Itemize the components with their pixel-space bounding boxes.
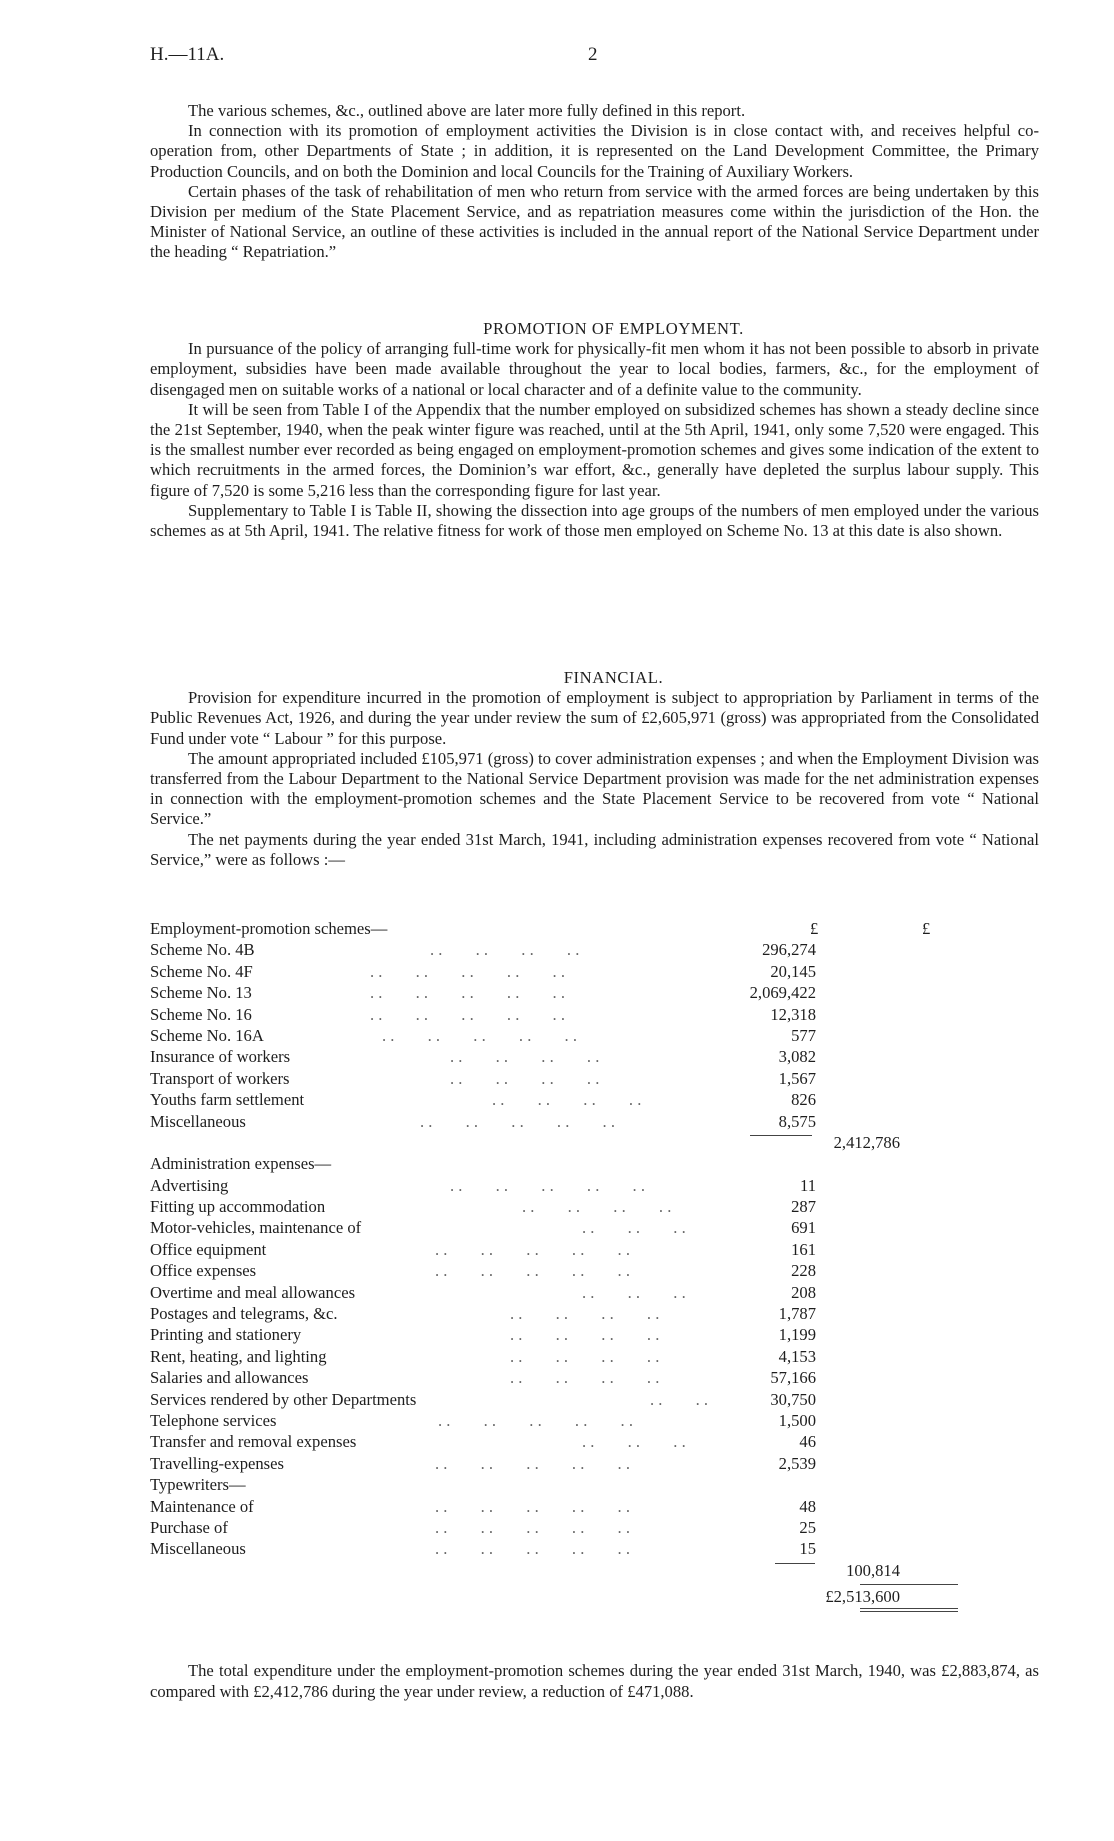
row-amount: 12,318 — [770, 1004, 816, 1024]
total-rule-top — [860, 1584, 958, 1585]
closing-paragraph: The total expenditure under the employment-promotion schemes during the year ended 31st March, 1940, was £2,883,874, as compared with £2,412,786 during the year under review, a reduction of £471,088. — [150, 1661, 1039, 1701]
table-row: Office equipment . . . . . . . . . . 161 — [150, 1239, 816, 1259]
total-rule-bottom — [860, 1608, 958, 1609]
subgroup-label: Typewriters— — [150, 1475, 246, 1495]
subtotal-row — [150, 1560, 1050, 1581]
row-amount: 1,199 — [778, 1325, 816, 1345]
row-amount: 826 — [791, 1090, 816, 1110]
row-label: Overtime and meal allowances — [150, 1282, 356, 1302]
group-label: Employment-promotion schemes— — [150, 919, 388, 938]
expenditure-table — [150, 918, 1050, 1611]
row-amount: 20,145 — [770, 961, 816, 981]
total-rule-double — [860, 1611, 958, 1612]
row-amount: 8,575 — [778, 1111, 816, 1131]
currency-symbol: £ — [922, 919, 931, 938]
table-row: Fitting up accommodation . . . . . . . . 287 — [150, 1197, 816, 1217]
intro-paragraph: The various schemes, &c., outlined above are later more fully defined in this report. — [188, 101, 746, 120]
table-row: Salaries and allowances . . . . . . . . 57,166 — [150, 1368, 816, 1388]
row-amount: 46 — [799, 1432, 816, 1452]
table-row: Telephone services . . . . . . . . . . 1,500 — [150, 1410, 816, 1430]
row-label: Scheme No. 16 — [150, 1004, 252, 1024]
group-label: Administration expenses— — [150, 1154, 332, 1174]
table-row: Purchase of . . . . . . . . . . 25 — [150, 1517, 816, 1537]
row-label: Motor-vehicles, maintenance of — [150, 1218, 362, 1238]
promotion-section — [150, 319, 1039, 541]
table-row: Office expenses . . . . . . . . . . 228 — [150, 1261, 816, 1281]
subtotal-amount: 100,814 — [846, 1560, 900, 1580]
financial-paragraph: The amount appropriated included £105,971 (gross) to cover administration expenses ; and when the Employment Division was transferred from the Labour Department to the National Service Department provision was made for the net administration expenses in connection with the employment-promotion schemes and the State Placement Service to be recovered from vote “ National Service.” — [150, 748, 1039, 829]
table-row: Miscellaneous . . . . . . . . . . 8,575 — [150, 1111, 816, 1131]
row-label: Scheme No. 16A — [150, 1025, 264, 1045]
row-amount: 1,500 — [778, 1410, 816, 1430]
table-row: Scheme No. 4B . . . . . . . . 296,274 — [150, 940, 816, 960]
row-label: Scheme No. 13 — [150, 983, 252, 1003]
row-amount: 15 — [799, 1539, 816, 1559]
subtotal-row — [150, 1132, 1050, 1153]
row-amount: 4,153 — [778, 1346, 816, 1366]
row-amount: 691 — [791, 1218, 816, 1238]
row-amount: 1,567 — [778, 1068, 816, 1088]
table-row: Travelling-expenses . . . . . . . . . . 2,539 — [150, 1453, 816, 1473]
table-row: Advertising . . . . . . . . . . 11 — [150, 1175, 816, 1195]
row-amount: 57,166 — [770, 1368, 816, 1388]
row-amount: 25 — [799, 1517, 816, 1537]
table-row: Overtime and meal allowances . . . . . . 208 — [150, 1282, 816, 1302]
row-amount: 228 — [791, 1261, 816, 1281]
table-row: Scheme No. 16 . . . . . . . . . . 12,318 — [150, 1004, 816, 1024]
row-label: Purchase of — [150, 1517, 228, 1537]
promotion-paragraph: Supplementary to Table I is Table II, showing the dissection into age groups of the numbers of men employed under the various schemes as at 5th April, 1941. The relative fitness for work of those men employed on Scheme No. 13 at this date is also shown. — [150, 500, 1039, 541]
row-amount: 30,750 — [770, 1389, 816, 1409]
row-label: Services rendered by other Departments — [150, 1389, 417, 1409]
row-label: Transfer and removal expenses — [150, 1432, 357, 1452]
financial-section — [150, 668, 1039, 870]
row-label: Postages and telegrams, &c. — [150, 1304, 338, 1324]
row-label: Transport of workers — [150, 1068, 290, 1088]
row-amount: 577 — [791, 1025, 816, 1045]
subtotal-amount: 2,412,786 — [833, 1132, 900, 1152]
table-row: Services rendered by other Departments . . . . 30,750 — [150, 1389, 816, 1409]
row-label: Advertising — [150, 1175, 229, 1195]
table-row: Scheme No. 4F . . . . . . . . . . 20,145 — [150, 961, 816, 981]
row-amount: 287 — [791, 1197, 816, 1217]
row-amount: 11 — [800, 1175, 816, 1195]
row-label: Printing and stationery — [150, 1325, 302, 1345]
table-row: Maintenance of . . . . . . . . . . 48 — [150, 1496, 816, 1516]
table-group-header — [150, 1153, 1050, 1174]
subtotal-rule — [750, 1135, 812, 1136]
table-row: Scheme No. 13 . . . . . . . . . . 2,069,422 — [150, 983, 816, 1003]
row-amount: 1,787 — [778, 1304, 816, 1324]
section-heading-financial: FINANCIAL. — [563, 668, 664, 687]
section-heading-promotion: PROMOTION OF EMPLOYMENT. — [483, 319, 744, 338]
promotion-paragraph: It will be seen from Table I of the Appendix that the number employed on subsidized schemes has shown a steady decline since the 21st September, 1940, when the peak winter figure was reached, until at the 5th April, 1941, only some 7,520 were engaged. This is the smallest number ever recorded as being engaged on employment-promotion schemes and gives some indication of the extent to which recruitments in the armed forces, the Dominion’s war effort, &c., generally have depleted the surplus labour supply. This figure of 7,520 is some 5,216 less than the corresponding figure for last year. — [150, 399, 1039, 500]
row-amount: 2,069,422 — [749, 983, 816, 1003]
row-label: Office equipment — [150, 1239, 267, 1259]
table-row: Printing and stationery . . . . . . . . 1,199 — [150, 1325, 816, 1345]
page-header — [150, 44, 964, 72]
row-label: Scheme No. 4B — [150, 940, 255, 960]
table-row: Transport of workers . . . . . . . . 1,567 — [150, 1068, 816, 1088]
row-label: Insurance of workers — [150, 1047, 291, 1067]
table-row: Transfer and removal expenses . . . . . . 46 — [150, 1432, 816, 1452]
financial-paragraph: Provision for expenditure incurred in the promotion of employment is subject to appropriation by Parliament in terms of the Public Revenues Act, 1926, and during the year under review the sum of £2,605,971 (gross) was appropriated from the Consolidated Fund under vote “ Labour ” for this purpose. — [150, 688, 1039, 748]
intro-section — [150, 101, 1039, 263]
intro-paragraph: Certain phases of the task of rehabilitation of men who return from service with the armed forces are being undertaken by this Division per medium of the State Placement Service, and as repatriation measures come within the jurisdiction of the Hon. the Minister of National Service, an outline of these activities is included in the annual report of the National Service Department under the heading “ Repatriation.” — [150, 181, 1039, 262]
row-label: Fitting up accommodation — [150, 1197, 326, 1217]
financial-paragraph: The net payments during the year ended 31st March, 1941, including administration expenses recovered from vote “ National Service,” were as follows :— — [150, 829, 1039, 869]
row-label: Travelling-expenses — [150, 1453, 284, 1473]
intro-paragraph: In connection with its promotion of employment activities the Division is in close contact with, and receives helpful co-operation from, other Departments of State ; in addition, it is represented on the Land Development Committee, the Primary Production Councils, and on both the Dominion and local Councils for the Training of Auxiliary Workers. — [150, 121, 1039, 181]
table-row: Motor-vehicles, maintenance of . . . . . . 691 — [150, 1218, 816, 1238]
table-row: Insurance of workers . . . . . . . . 3,082 — [150, 1047, 816, 1067]
table-row: Postages and telegrams, &c. . . . . . . . . 1,787 — [150, 1304, 816, 1324]
row-amount: 3,082 — [778, 1047, 816, 1067]
row-label: Miscellaneous — [150, 1111, 246, 1131]
table-row: Rent, heating, and lighting . . . . . . . . 4,153 — [150, 1346, 816, 1366]
row-label: Youths farm settlement — [150, 1090, 305, 1110]
promotion-paragraph: In pursuance of the policy of arranging full-time work for physically-fit men whom it has not been possible to absorb in private employment, subsidies have been made available throughout the year to local bodies, farmers, &c., for the employment of disengaged men on suitable works of a national or local character and of a definite value to the community. — [150, 339, 1039, 399]
row-label: Scheme No. 4F — [150, 961, 253, 981]
page-number: 2 — [588, 44, 598, 65]
grand-total-amount: £2,513,600 — [825, 1587, 900, 1607]
grand-total-row — [150, 1581, 1050, 1611]
table-group-header — [150, 918, 1050, 939]
currency-symbol: £ — [810, 919, 819, 938]
table-row: Youths farm settlement . . . . . . . . 826 — [150, 1090, 816, 1110]
row-amount: 296,274 — [762, 940, 816, 960]
closing-section — [150, 1661, 1039, 1702]
row-amount: 208 — [791, 1282, 816, 1302]
row-label: Miscellaneous — [150, 1539, 246, 1559]
subtotal-rule — [775, 1563, 815, 1564]
row-amount: 161 — [791, 1239, 816, 1259]
row-amount: 2,539 — [778, 1453, 816, 1473]
report-code: H.—11A. — [150, 44, 225, 65]
row-label: Maintenance of — [150, 1496, 254, 1516]
row-label: Telephone services — [150, 1410, 277, 1430]
table-row: Miscellaneous . . . . . . . . . . 15 — [150, 1539, 816, 1559]
row-label: Office expenses — [150, 1261, 257, 1281]
table-row: Scheme No. 16A . . . . . . . . . . 577 — [150, 1025, 816, 1045]
row-amount: 48 — [799, 1496, 816, 1516]
row-label: Rent, heating, and lighting — [150, 1346, 327, 1366]
table-subgroup-header — [150, 1474, 1050, 1495]
row-label: Salaries and allowances — [150, 1368, 309, 1388]
